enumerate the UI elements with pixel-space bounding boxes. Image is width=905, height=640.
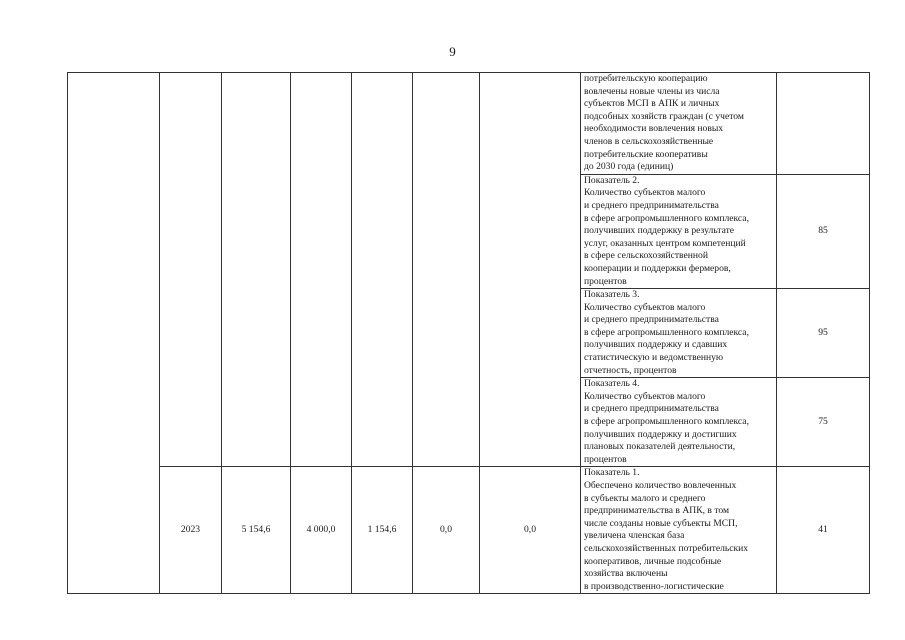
indicator-2-text: Показатель 2. Количество субъектов малого и среднего предпринимательства в сфере агропромышленного комплекса, получивших поддержку в результате услуг, оказанных центром компетенций в сфере сельскохозяйственной кооперации и поддержки фермеров, процентов bbox=[581, 174, 777, 288]
funding-cell-3: 1 154,6 bbox=[352, 467, 413, 594]
indicator-text-continued: потребительскую кооперацию вовлечены новые члены из числа субъектов МСП в АПК и личных подсобных хозяйств граждан (с учетом необходимости вовлечения новых членов в сельскохозяйственные потребительские кооперативы до 2030 года (единиц) bbox=[581, 73, 777, 175]
page-number: 9 bbox=[449, 44, 456, 59]
funding-cell-2: 4 000,0 bbox=[291, 467, 352, 594]
indicator-3-value: 95 bbox=[777, 289, 870, 378]
funding-cell-4: 0,0 bbox=[413, 467, 480, 594]
funding-cell-5: 0,0 bbox=[480, 467, 581, 594]
table-row-continued bbox=[68, 73, 870, 175]
table-row-2023 bbox=[68, 467, 870, 594]
year-cell: 2023 bbox=[160, 467, 222, 594]
funding-cell-empty-4 bbox=[413, 73, 480, 467]
funding-cell-empty-5 bbox=[480, 73, 581, 467]
indicator-3-text: Показатель 3. Количество субъектов малого и среднего предпринимательства в сфере агропромышленного комплекса, получивших поддержку и сдавших статистическую и ведомственную отчетность, процентов bbox=[581, 289, 777, 378]
indicator-1-2023-value: 41 bbox=[777, 467, 870, 594]
program-table bbox=[67, 72, 870, 594]
indicator-1-2023-text: Показатель 1. Обеспечено количество вовлеченных в субъекты малого и среднего предпринимательства в АПК, в том числе созданы новые субъекты МСП, увеличена членская база сельскохозяйственных потребительских кооперативов, личные подсобные хозяйства включены в производственно-логистические bbox=[581, 467, 777, 594]
indicator-value-empty bbox=[777, 73, 870, 175]
indicator-4-text: Показатель 4. Количество субъектов малого и среднего предпринимательства в сфере агропромышленного комплекса, получивших поддержку и достигших плановых показателей деятельности, процентов bbox=[581, 378, 777, 467]
indicator-2-value: 85 bbox=[777, 174, 870, 288]
funding-cell-empty-3 bbox=[352, 73, 413, 467]
indicator-4-value: 75 bbox=[777, 378, 870, 467]
year-cell-empty bbox=[160, 73, 222, 467]
funding-cell-empty-2 bbox=[291, 73, 352, 467]
total-funding-cell: 5 154,6 bbox=[222, 467, 291, 594]
total-cell-empty bbox=[222, 73, 291, 467]
program-name-cell bbox=[68, 73, 160, 594]
